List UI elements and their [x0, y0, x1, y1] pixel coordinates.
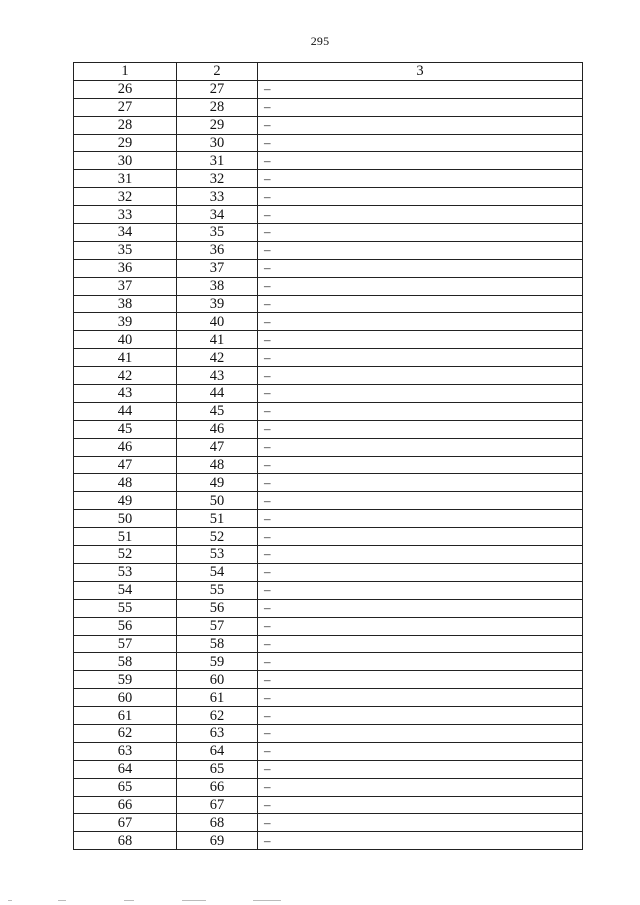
table-row	[74, 116, 583, 134]
table-cell-col-2: 46	[177, 420, 258, 438]
table-cell-col-2: 36	[177, 241, 258, 259]
table-cell-col-1: 59	[74, 671, 177, 689]
table-row	[74, 80, 583, 98]
table-cell-col-3: –	[258, 206, 583, 224]
table-cell-col-1: 55	[74, 599, 177, 617]
table-row	[74, 742, 583, 760]
table-cell-col-3: –	[258, 796, 583, 814]
table-cell-col-3: –	[258, 402, 583, 420]
table-cell-col-1: 58	[74, 653, 177, 671]
table-cell-col-2: 64	[177, 742, 258, 760]
table-cell-col-3: –	[258, 134, 583, 152]
table-cell-col-3: –	[258, 420, 583, 438]
table-row	[74, 206, 583, 224]
table-cell-col-1: 33	[74, 206, 177, 224]
table-cell-col-2: 62	[177, 707, 258, 725]
table-cell-col-2: 56	[177, 599, 258, 617]
table-header	[74, 63, 583, 81]
table-cell-col-1: 53	[74, 563, 177, 581]
table-cell-col-3: –	[258, 349, 583, 367]
table-cell-col-1: 28	[74, 116, 177, 134]
table-cell-col-1: 43	[74, 385, 177, 403]
table-row	[74, 671, 583, 689]
table-cell-col-1: 64	[74, 760, 177, 778]
table-cell-col-3: –	[258, 188, 583, 206]
table-row	[74, 546, 583, 564]
table-cell-col-3: –	[258, 152, 583, 170]
table-cell-col-3: –	[258, 259, 583, 277]
table-cell-col-1: 54	[74, 581, 177, 599]
table-cell-col-2: 32	[177, 170, 258, 188]
table-row	[74, 689, 583, 707]
table-cell-col-1: 52	[74, 546, 177, 564]
table-cell-col-2: 48	[177, 456, 258, 474]
table-cell-col-3: –	[258, 832, 583, 850]
table-cell-col-3: –	[258, 563, 583, 581]
table-row	[74, 653, 583, 671]
table-row	[74, 617, 583, 635]
table-cell-col-2: 31	[177, 152, 258, 170]
table-cell-col-1: 26	[74, 80, 177, 98]
table-row	[74, 170, 583, 188]
data-table	[73, 62, 583, 850]
table-cell-col-3: –	[258, 814, 583, 832]
table-row	[74, 760, 583, 778]
table-cell-col-2: 66	[177, 778, 258, 796]
table-cell-col-2: 69	[177, 832, 258, 850]
table-row	[74, 707, 583, 725]
table-row	[74, 420, 583, 438]
table-cell-col-2: 59	[177, 653, 258, 671]
table-cell-col-3: –	[258, 492, 583, 510]
table-cell-col-2: 51	[177, 510, 258, 528]
table-cell-col-2: 47	[177, 438, 258, 456]
table-cell-col-1: 40	[74, 331, 177, 349]
table-cell-col-1: 32	[74, 188, 177, 206]
table-cell-col-3: –	[258, 742, 583, 760]
table-row	[74, 778, 583, 796]
page-number: 295	[310, 34, 330, 48]
table-cell-col-2: 30	[177, 134, 258, 152]
table-cell-col-3: –	[258, 528, 583, 546]
table-row	[74, 188, 583, 206]
table-row	[74, 832, 583, 850]
table-cell-col-1: 62	[74, 724, 177, 742]
table-row	[74, 98, 583, 116]
table-cell-col-1: 61	[74, 707, 177, 725]
table-cell-col-2: 28	[177, 98, 258, 116]
table-cell-col-3: –	[258, 599, 583, 617]
table-cell-col-2: 40	[177, 313, 258, 331]
table-cell-col-3: –	[258, 546, 583, 564]
table-cell-col-3: –	[258, 617, 583, 635]
scan-artifacts	[0, 898, 640, 904]
table-row	[74, 510, 583, 528]
table-cell-col-3: –	[258, 724, 583, 742]
table-cell-col-3: –	[258, 295, 583, 313]
table-cell-col-2: 57	[177, 617, 258, 635]
table-cell-col-1: 60	[74, 689, 177, 707]
table-cell-col-3: –	[258, 277, 583, 295]
table-cell-col-2: 41	[177, 331, 258, 349]
table-cell-col-1: 36	[74, 259, 177, 277]
table-cell-col-2: 67	[177, 796, 258, 814]
table-cell-col-3: –	[258, 689, 583, 707]
table-cell-col-1: 41	[74, 349, 177, 367]
table-cell-col-2: 27	[177, 80, 258, 98]
table-row	[74, 331, 583, 349]
table-cell-col-1: 42	[74, 367, 177, 385]
table-cell-col-2: 43	[177, 367, 258, 385]
table-cell-col-1: 30	[74, 152, 177, 170]
table-cell-col-3: –	[258, 367, 583, 385]
table-cell-col-1: 34	[74, 224, 177, 242]
table-cell-col-2: 29	[177, 116, 258, 134]
table-row	[74, 563, 583, 581]
table-cell-col-2: 60	[177, 671, 258, 689]
table-cell-col-1: 47	[74, 456, 177, 474]
table-cell-col-3: –	[258, 653, 583, 671]
table-cell-col-3: –	[258, 116, 583, 134]
table-cell-col-3: –	[258, 635, 583, 653]
table-row	[74, 796, 583, 814]
table-row	[74, 635, 583, 653]
table-cell-col-2: 35	[177, 224, 258, 242]
table-cell-col-1: 63	[74, 742, 177, 760]
table-row	[74, 241, 583, 259]
table-cell-col-2: 44	[177, 385, 258, 403]
table-cell-col-1: 57	[74, 635, 177, 653]
table-row	[74, 402, 583, 420]
table-row	[74, 385, 583, 403]
table-cell-col-2: 45	[177, 402, 258, 420]
table-cell-col-2: 65	[177, 760, 258, 778]
table-row	[74, 528, 583, 546]
table-row	[74, 259, 583, 277]
table-cell-col-1: 68	[74, 832, 177, 850]
table-cell-col-2: 55	[177, 581, 258, 599]
table-cell-col-3: –	[258, 313, 583, 331]
table-cell-col-1: 51	[74, 528, 177, 546]
table-cell-col-1: 31	[74, 170, 177, 188]
table-cell-col-2: 39	[177, 295, 258, 313]
table-cell-col-3: –	[258, 581, 583, 599]
header-col-1: 1	[74, 63, 177, 81]
table-cell-col-3: –	[258, 474, 583, 492]
table-row	[74, 277, 583, 295]
table-cell-col-3: –	[258, 438, 583, 456]
header-row	[74, 63, 583, 81]
table-row	[74, 295, 583, 313]
table-cell-col-1: 37	[74, 277, 177, 295]
table-cell-col-2: 54	[177, 563, 258, 581]
table-body	[74, 80, 583, 849]
header-col-3: 3	[258, 63, 583, 81]
table-cell-col-2: 34	[177, 206, 258, 224]
table-cell-col-3: –	[258, 385, 583, 403]
table-cell-col-1: 48	[74, 474, 177, 492]
table-cell-col-1: 46	[74, 438, 177, 456]
table-row	[74, 367, 583, 385]
table-cell-col-3: –	[258, 331, 583, 349]
table-row	[74, 134, 583, 152]
table-cell-col-3: –	[258, 707, 583, 725]
table-cell-col-2: 33	[177, 188, 258, 206]
table-cell-col-2: 38	[177, 277, 258, 295]
table-cell-col-1: 66	[74, 796, 177, 814]
table-cell-col-2: 49	[177, 474, 258, 492]
table-cell-col-1: 45	[74, 420, 177, 438]
table-row	[74, 313, 583, 331]
table-row	[74, 349, 583, 367]
table-cell-col-3: –	[258, 241, 583, 259]
table-cell-col-3: –	[258, 170, 583, 188]
table-row	[74, 152, 583, 170]
table-row	[74, 724, 583, 742]
table-cell-col-2: 37	[177, 259, 258, 277]
table-row	[74, 599, 583, 617]
table-row	[74, 456, 583, 474]
table-cell-col-3: –	[258, 510, 583, 528]
table-row	[74, 492, 583, 510]
table-cell-col-2: 68	[177, 814, 258, 832]
table-cell-col-1: 29	[74, 134, 177, 152]
table-row	[74, 474, 583, 492]
table-cell-col-3: –	[258, 456, 583, 474]
table-cell-col-2: 61	[177, 689, 258, 707]
table-cell-col-3: –	[258, 778, 583, 796]
table-cell-col-2: 42	[177, 349, 258, 367]
table-cell-col-1: 67	[74, 814, 177, 832]
table-cell-col-2: 52	[177, 528, 258, 546]
table-cell-col-2: 53	[177, 546, 258, 564]
table-row	[74, 814, 583, 832]
table-cell-col-3: –	[258, 98, 583, 116]
table-row	[74, 438, 583, 456]
table-cell-col-1: 38	[74, 295, 177, 313]
table-cell-col-2: 63	[177, 724, 258, 742]
table-cell-col-1: 39	[74, 313, 177, 331]
table-cell-col-1: 56	[74, 617, 177, 635]
table-cell-col-1: 27	[74, 98, 177, 116]
table-cell-col-1: 44	[74, 402, 177, 420]
table-row	[74, 224, 583, 242]
table-cell-col-1: 65	[74, 778, 177, 796]
table-cell-col-2: 58	[177, 635, 258, 653]
table-cell-col-3: –	[258, 224, 583, 242]
table-cell-col-1: 35	[74, 241, 177, 259]
table-row	[74, 581, 583, 599]
table-cell-col-1: 50	[74, 510, 177, 528]
table-cell-col-2: 50	[177, 492, 258, 510]
table-cell-col-3: –	[258, 760, 583, 778]
table-cell-col-1: 49	[74, 492, 177, 510]
header-col-2: 2	[177, 63, 258, 81]
table-cell-col-3: –	[258, 671, 583, 689]
table-cell-col-3: –	[258, 80, 583, 98]
